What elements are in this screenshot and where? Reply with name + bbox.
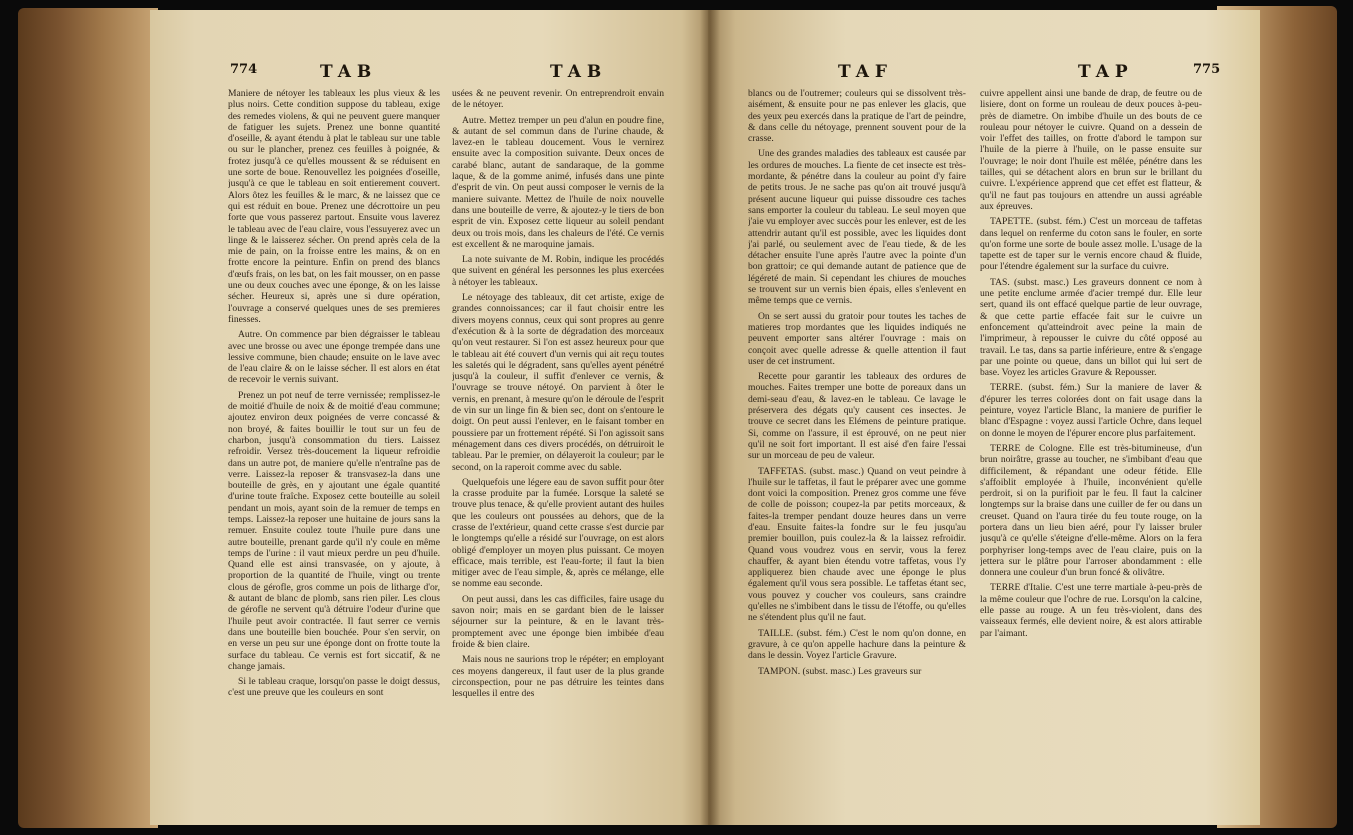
paragraph: cuivre appellent ainsi une bande de drap, de feutre ou de lisiere, dont on forme un rouleau de deux pouces à-peu-près de diametre. On imbibe d'huile un des bouts de ce rouleau pour nétoyer le cuivre. Quand on a dessein de voir l'effet des tailles, on frotte d'abord le tampon sur l'huile de la pierre à l'huile, on le passe ensuite sur l'ouvrage; le noir dont l'huile est mêlée, pénétre dans les tailles, qui se détachent alors en brun sur le brillant du cuivre. L'expérience apprend que cet effet est flatteur, & qu'il ne faut pas toujours en attendre un aussi agréable aux épreuves.	[980, 88, 1202, 212]
paragraph: TAMPON. (subst. masc.) Les graveurs sur	[758, 665, 922, 677]
page-number: 774	[230, 62, 258, 77]
paragraph: TAS. (subst. masc.) Les graveurs donnent ce nom à une petite enclume armée d'acier trempé dur. Elle leur sert, quand ils ont effacé quelque partie de leur ouvrage, & que cette partie effacée fait sur le cuivre un enfoncement qu'atteindroit avec peine la main de l'imprimeur, à repousser le cuivre du côté opposé au travail. Le tas, dans sa partie inférieure, entre & s'engage par une pointe ou queue, dans un billot qui lui sert de base. Voyez les articles Gravure & Repousser.	[980, 276, 1202, 379]
paragraph: On se sert aussi du gratoir pour toutes les taches de matieres trop mordantes que les liquides indiqués ne peuvent emporter sans altérer l'ouvrage : mais on conçoit avec quelle adresse & quelle attention il faut user de cet instrument.	[748, 310, 966, 367]
left-page-edges	[18, 8, 158, 828]
text-column	[748, 88, 966, 808]
paragraph: blancs ou de l'outremer; couleurs qui se dissolvent très-aisément, & ensuite pour ne pas enlever les glacis, que des yeux peu exercés dans la pratique de l'art de peindre, & dans celle du nétoyage, prennent souvent pour de la crasse.	[748, 88, 966, 145]
paragraph: Maniere de nétoyer les tableaux les plus vieux & les plus noirs. Cette condition suppose du tableau, exige des remedes violens, & qui ne peuvent guere manquer de fatiguer les sujets. Prenez une bonne quantité d'oseille, & ayant étendu à plat le tableau sur une table ou sur le plancher, prenez ces feuilles à poignée, & frotez jusqu'à ce qu'elles moussent & se réduisent en une sorte de boue. Renouvellez les poignées d'oseille, jusqu'à ce que le tableau en soit entierement couvert. Alors ôtez les feuilles & le marc, & ne laissez que ce qui est réduit en boue. Prenez une décrottoire un peu forte que vous passerez partout. Ensuite vous laverez le tableau avec de l'eau claire, vous l'essuyerez avec un linge & le laisserez sécher. On prend après cela de la mie de pain, on la froisse entre les mains, & on en frotte encore la peinture. Enfin on prend des blancs d'œufs frais, on les bat, on les fait mousser, on en passe une ou deux couches avec une éponge, & on les laisse sécher. Heureux si, après une si dure opération, l'ouvrage a conservé quelques unes de ses premieres finesses.	[228, 88, 440, 325]
page-number: 775	[1193, 62, 1221, 77]
paragraph: Une des grandes maladies des tableaux est causée par les ordures de mouches. La fiente de cet insecte est très-mordante, & pénétre dans la couleur au point d'y faire de petits trous. Je ne sache pas qu'on ait trouvé jusqu'à présent aucune liqueur qui puisse dissoudre ces taches sans emporter la couleur du tableau. Le seul moyen que j'aie vu employer avec succès pour les enlever, est de les attendrir autant qu'il est possible, avec les liquides dont j'ai parlé, ou seulement avec de l'eau tiede, & de les détacher ensuite l'une après l'autre avec la pointe d'un bon grattoir; ce qui demande autant de patience que de légéreté de main. Si cependant les chiures de mouches se trouvent sur un vernis bien épais, elles s'enlevent en même temps que ce vernis.	[748, 148, 966, 307]
right-page	[708, 10, 1260, 825]
paragraph: La note suivante de M. Robin, indique les procédés que suivent en général les personnes les plus exercées à nétoyer les tableaux.	[452, 254, 664, 288]
paragraph: Quelquefois une légere eau de savon suffit pour ôter la crasse produite par la fumée. Lorsque la saleté se trouve plus tenace, & qu'elle provient autant des huiles que les couleurs ont poussées au dehors, que de la crasse de l'extérieur, quand cette crasse s'est durcie par le longtemps qu'elle a résidé sur l'ouvrage, on est alors obligé d'employer un moyen plus puissant. Ce moyen efficace, mais terrible, est l'eau-forte; il faut la bien mitiger avec de l'eau simple, &, après ce mélange, elle se nomme eau seconde.	[452, 476, 664, 590]
paragraph: Recette pour garantir les tableaux des ordures de mouches. Faites tremper une botte de poreaux dans un demi-seau d'eau, & lavez-en le tableau. Ce lavage le préservera des dégats qu'y causent ces insectes. Je trouve ce secret dans les Elémens de peinture pratique. Si, comme on l'assure, il est éprouvé, on ne peut nier qu'il ne soit fort important. Il est aisé d'en faire l'essai sur un morceau de peu de valeur.	[748, 371, 966, 462]
book-gutter	[700, 10, 720, 825]
paragraph: Autre. Mettez tremper un peu d'alun en poudre fine, & autant de sel commun dans de l'urine chaude, & lavez-en le tableau doucement. Vous le vernirez ensuite avec la composition suivante. Deux onces de carabé blanc, autant de sandaraque, de la gomme laque, & de la gomme animé, infusés dans une pinte d'esprit de vin. On peut aussi composer le vernis de la maniere suivante. Mettez de l'huile de noix nouvelle dans une bouteille de verre, & ajoutez-y le tiers de bon esprit de vin. Exposez cette liqueur au soleil pendant deux ou trois mois, dans les chaleurs de l'été. Ce vernis est excellent & ne maroquine jamais.	[452, 114, 664, 250]
paragraph: TAILLE. (subst. fém.) C'est le nom qu'on donne, en gravure, à ce qu'on appelle hachure dans la peinture & dans le dessin. Voyez l'article Gravure.	[748, 627, 966, 662]
running-head: TAP	[1078, 62, 1134, 82]
text-column	[452, 88, 664, 808]
paragraph: Si le tableau craque, lorsqu'on passe le doigt dessus, c'est une preuve que les couleurs en sont	[228, 676, 440, 699]
running-head: TAF	[838, 62, 893, 82]
running-head: TAB	[550, 62, 608, 82]
running-head: TAB	[320, 62, 378, 82]
paragraph: Autre. On commence par bien dégraisser le tableau avec une brosse ou avec une éponge trempée dans une lessive commune, bien chaude; ensuite on le lave avec de l'eau claire & on le laisse sécher. Il est alors en état de recevoir le vernis suivant.	[228, 329, 440, 386]
text-column	[980, 88, 1202, 808]
paragraph: TERRE. (subst. fém.) Sur la maniere de laver & d'épurer les terres colorées dont on fait usage dans la peinture, voyez l'article Blanc, la maniere de purifier le blanc d'Espagne : voyez aussi l'article Ochre, dans lequel on donne le moyen de l'épurer encore plus parfaitement.	[980, 382, 1202, 439]
paragraph: Le nétoyage des tableaux, dit cet artiste, exige de grandes connoissances; car il faut choisir entre les divers moyens connus, ceux qui sont propres au genre d'exécution & à la sorte de dégradation des morceaux qu'on veut restaurer. Si l'on est assez heureux pour que le tableau ait été couvert d'un vernis qui ait reçu toutes les saletés qui le dégradent, sans qu'elles ayent pénétré jusqu'à la couleur, il suffit d'enlever ce vernis, & l'ouvrage se trouve nétoyé. On parvient à ôter le vernis, en prenant, à mesure qu'on le déroule de l'esprit de vin sur un linge fin & bien sec, dont on s'entoure le doigt. On peut aussi l'enlever, en le faisant tomber en poussiere par un frottement répété. Si l'on agissoit sans ménagement dans ces divers procédés, on détruiroit le tableau. Par le premier, on délayeroit la couleur; par le second, on la raperoit comme avec du sable.	[452, 292, 664, 473]
text-column	[228, 88, 440, 808]
paragraph: TAPETTE. (subst. fém.) C'est un morceau de taffetas dans lequel on renferme du coton sans le fouler, en sorte qu'on forme une sorte de boule assez molle. L'usage de la tapette est de taper sur le vernis encore chaud & fluide, pour l'étendre également sur la surface du cuivre.	[980, 216, 1202, 273]
paragraph: TAFFETAS. (subst. masc.) Quand on veut peindre à l'huile sur le taffetas, il faut le préparer avec une gomme dont voici la composition. Prenez gros comme une féve de colle de poisson; coupez-la par petits morceaux, & faites-la tremper pendant douze heures dans un verre d'eau. Ensuite faites-la fondre sur le feu jusqu'au premier bouillon, puis coulez-la & la laissez refroidir. Quand vous voudrez vous en servir, vous la ferez chauffer, & ayant bien étendu votre taffetas, vous l'y appliquerez bien chaude avec une éponge le plus également qu'il vous sera possible. Le taffetas étant sec, vous pouvez y coucher vos couleurs, sans craindre qu'elles ne s'imbibent dans le tissu de l'étoffe, ou qu'elles ne s'étendent plus qu'il ne faut.	[748, 465, 966, 624]
paragraph: Mais nous ne saurions trop le répéter; en employant ces moyens dangereux, il faut user de la plus grande circonspection, pour ne pas détruire les teintes dans lesquelles il entre des	[452, 654, 664, 700]
paragraph: usées & ne peuvent revenir. On entreprendroit envain de le nétoyer.	[452, 88, 664, 111]
left-page	[150, 10, 710, 825]
paragraph: Prenez un pot neuf de terre vernissée; remplissez-le de moitié d'huile de noix & de moitié d'eau commune; ajoutez environ deux poignées de verre concassé & non broyé, & faites bouillir le tout sur un feu de charbon, jusqu'à consommation du tiers. Laissez refroidir. Versez très-doucement la liqueur refroidie dans un autre pot, de maniere qu'elle n'entraîne pas de verre. Laissez-la reposer & transvasez-la dans une bouteille de grès, en y ajoutant une égale quantité d'urine toute fraîche. Exposez cette bouteille au soleil pendant un mois, ayant soin de la remuer de temps en temps. Laissez-la reposer une huitaine de jours sans la remuer. Ensuite coulez toute l'huile pure dans une autre bouteille, prenant garde qu'il n'y coule en même temps de l'urine : il vaut mieux perdre un peu d'huile. Quand elle est ainsi transvasée, on y ajoute, à proportion de la quantité de l'huile, vingt ou trente clous de gérofle, gros comme un pois de litharge d'or, & autant de blanc de plomb, sans rien piler. Les clous de gérofle ne servent qu'à détruire l'odeur d'urine que l'huile peut avoir contractée. Il faut serrer ce vernis dans une bouteille bien bouchée. Pour s'en servir, on en verse un peu sur une éponge dont on frotte toute la surface du tableau. Ce vernis est fort siccatif, & ne change jamais.	[228, 389, 440, 672]
paragraph: TERRE de Cologne. Elle est très-bitumineuse, d'un brun noirâtre, grasse au toucher, ne s'imbibant d'eau que difficilement, & répandant une odeur fétide. Elle s'affoiblit employée à l'huile, inconvénient qu'elle perdroit, si on la purifioit par le feu. Il faut la calciner longtemps sur la braise dans une cuiller de fer ou dans un creuset. Quand on l'aura tirée du feu toute rouge, on la portera dans un lieu bien aéré, pour l'y laisser bruler jusqu'à ce qu'elle s'éteigne d'elle-même. Alors on la fera porphyriser long-temps avec de l'eau claire, puis on la jettera sur le plâtre pour l'arroser abondamment : elle donnera une couleur d'un brun foncé & olivâtre.	[980, 442, 1202, 579]
paragraph: TERRE d'Italie. C'est une terre martiale à-peu-près de la même couleur que l'ochre de rue. Lorsqu'on la calcine, elle passe au rouge. A un feu très-violent, dans des vaisseaux fermés, elle devient noire, & est alors attirable par l'aimant.	[980, 582, 1202, 639]
paragraph: On peut aussi, dans les cas difficiles, faire usage du savon noir; mais en se gardant bien de le laisser séjourner sur la peinture, & en le lavant très-promptement avec une éponge bien imbibée d'eau froide & bien claire.	[452, 593, 664, 650]
